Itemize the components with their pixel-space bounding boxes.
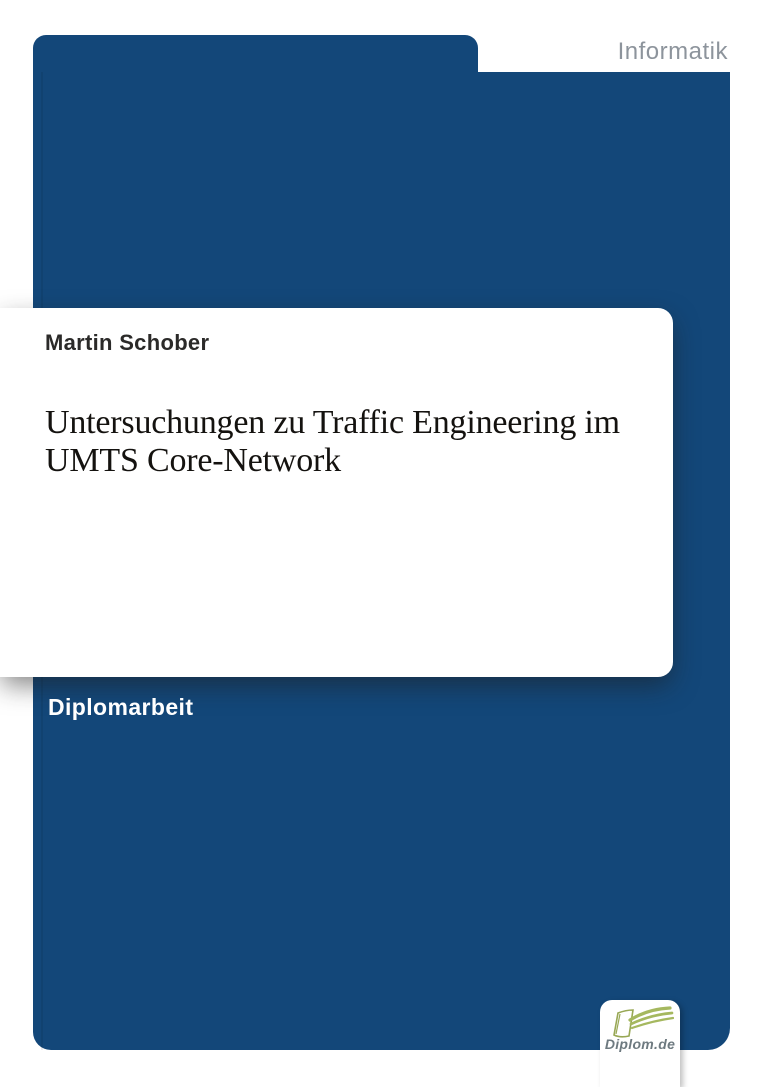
document-type-label: Diplomarbeit <box>48 694 194 720</box>
publisher-logo-text: Diplom.de <box>604 1036 676 1052</box>
title-card <box>0 308 673 677</box>
category-label: Informatik <box>617 38 728 65</box>
publisher-logo-box <box>600 1000 680 1087</box>
book-title <box>45 404 670 480</box>
book-title-line-2: UMTS Core-Network <box>45 442 341 479</box>
author-name: Martin Schober <box>45 330 210 355</box>
book-title-line-1: Untersuchungen zu Traffic Engineering im <box>45 404 620 441</box>
